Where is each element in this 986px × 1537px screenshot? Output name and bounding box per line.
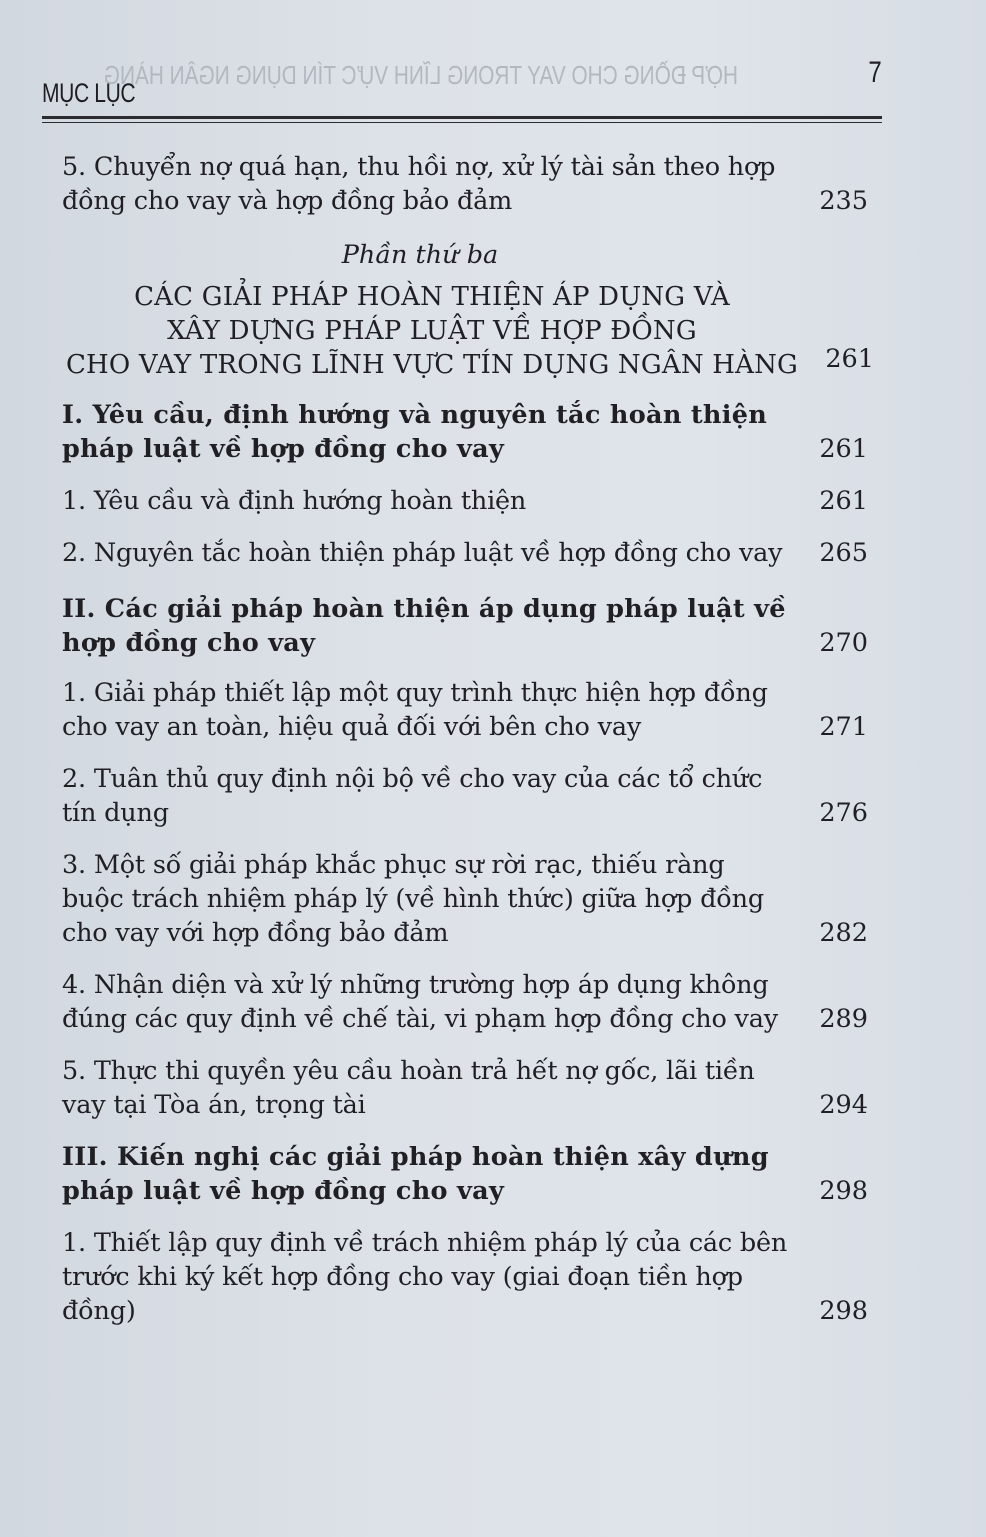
toc-entry-page: 270 (819, 628, 868, 658)
toc-entry-section (62, 592, 874, 660)
part-title-line: XÂY DỰNG PHÁP LUẬT VỀ HỢP ĐỒNG (167, 316, 697, 346)
toc-entry (62, 762, 874, 830)
toc-entry (62, 848, 874, 950)
toc-entry-text: 5. Thực thi quyền yêu cầu hoàn trả hết nợ gốc, lãi tiền vay tại Tòa án, trọng tài (62, 1056, 755, 1120)
part-title (62, 280, 802, 382)
toc-entry-page: 298 (819, 1176, 868, 1206)
toc-entry (62, 536, 874, 570)
toc-entry-text: 3. Một số giải pháp khắc phục sự rời rạc, thiếu ràng buộc trách nhiệm pháp lý (về hình thức) giữa hợp đồng cho vay với hợp đồng bảo đảm (62, 850, 764, 948)
toc-entry (62, 1054, 874, 1122)
toc-entry-page: 294 (819, 1090, 868, 1120)
header-rule (42, 116, 882, 119)
part-label: Phần thứ ba (341, 240, 499, 270)
header-bleed-through: HỢP ĐỒNG CHO VAY TRONG LĨNH VỰC TÍN DỤNG NGÂN HÀNG (103, 60, 738, 90)
toc-entry-text: 2. Tuân thủ quy định nội bộ về cho vay của các tổ chức tín dụng (62, 764, 763, 828)
running-header (42, 54, 882, 122)
toc-entry (62, 150, 874, 218)
header-section-title: MỤC LỤC (42, 78, 136, 108)
toc-entry-page: 282 (819, 918, 868, 948)
toc-entry (62, 968, 874, 1036)
toc-entry-page: 261 (819, 486, 868, 516)
part-title-line: CÁC GIẢI PHÁP HOÀN THIỆN ÁP DỤNG VÀ (134, 282, 730, 312)
toc-entry-page: 289 (819, 1004, 868, 1034)
toc-entry-text: 1. Giải pháp thiết lập một quy trình thực hiện hợp đồng cho vay an toàn, hiệu quả đối với bên cho vay (62, 678, 768, 742)
toc-entry-text: 5. Chuyển nợ quá hạn, thu hồi nợ, xử lý tài sản theo hợp đồng cho vay và hợp đồng bảo đảm (62, 152, 776, 216)
toc-entry-page: 276 (819, 798, 868, 828)
toc-entry-text: 4. Nhận diện và xử lý những trường hợp áp dụng không đúng các quy định về chế tài, vi phạm hợp đồng cho vay (62, 970, 778, 1034)
toc-entry-text: II. Các giải pháp hoàn thiện áp dụng pháp luật về hợp đồng cho vay (62, 594, 786, 658)
toc-entry-section (62, 398, 874, 466)
toc-entry-text: 1. Thiết lập quy định về trách nhiệm pháp lý của các bên trước khi ký kết hợp đồng cho vay (giai đoạn tiền hợp đồng) (62, 1228, 788, 1326)
toc-entry-page: 265 (819, 538, 868, 568)
toc-entry-page: 261 (819, 434, 868, 464)
part-title-line: CHO VAY TRONG LĨNH VỰC TÍN DỤNG NGÂN HÀNG (65, 350, 799, 380)
toc-entry-text: 2. Nguyên tắc hoàn thiện pháp luật về hợp đồng cho vay (62, 538, 783, 568)
header-page-number: 7 (868, 56, 882, 89)
part-page: 261 (825, 344, 874, 374)
toc-entry-page: 298 (819, 1296, 868, 1326)
toc-entry (62, 484, 874, 518)
header-rule-thin (42, 122, 882, 123)
toc-entry-text: III. Kiến nghị các giải pháp hoàn thiện xây dựng pháp luật về hợp đồng cho vay (62, 1142, 769, 1206)
toc-entry (62, 1226, 874, 1328)
toc-entry-text: I. Yêu cầu, định hướng và nguyên tắc hoàn thiện pháp luật về hợp đồng cho vay (62, 400, 768, 464)
toc-entry-section (62, 1140, 874, 1208)
toc-entry-text: 1. Yêu cầu và định hướng hoàn thiện (62, 486, 527, 516)
toc-entry-page: 235 (819, 186, 868, 216)
toc-entry-page: 271 (819, 712, 868, 742)
toc-entry (62, 676, 874, 744)
